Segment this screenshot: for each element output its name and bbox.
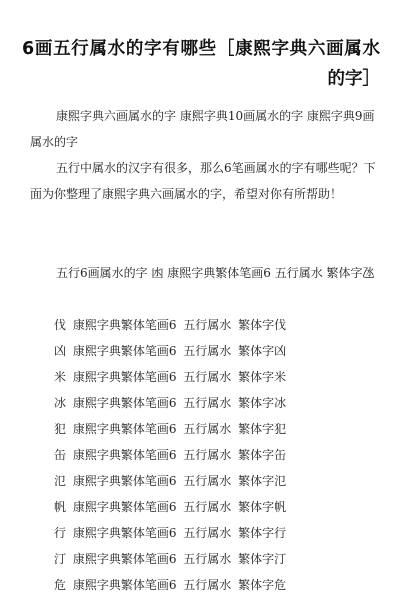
list-item: 危 康熙字典繁体笔画6 五行属水 繁体字危 — [54, 578, 287, 592]
list-item: 犯 康熙字典繁体笔画6 五行属水 繁体字犯 — [54, 422, 287, 436]
list-item: 缶 康熙字典繁体笔画6 五行属水 繁体字缶 — [54, 448, 287, 462]
intro-paragraph: 康熙字典六画属水的字 康熙字典10画属水的字 康熙字典9画属水的字 — [30, 109, 375, 149]
list-item: 帆 康熙字典繁体笔画6 五行属水 繁体字帆 — [54, 500, 287, 514]
list-heading-paragraph: 五行6画属水的字 凼 康熙字典繁体笔画6 五行属水 繁体字氹 — [56, 266, 375, 280]
article-title: 6画五行属水的字有哪些［康熙字典六画属水的字］ — [22, 39, 380, 89]
character-list — [54, 312, 384, 598]
list-item: 米 康熙字典繁体笔画6 五行属水 繁体字米 — [54, 370, 287, 384]
list-item: 凶 康熙字典繁体笔画6 五行属水 繁体字凶 — [54, 344, 287, 358]
list-item: 伐 康熙字典繁体笔画6 五行属水 繁体字伐 — [54, 318, 287, 332]
list-item: 汀 康熙字典繁体笔画6 五行属水 繁体字汀 — [54, 552, 287, 566]
list-item: 冰 康熙字典繁体笔画6 五行属水 繁体字冰 — [54, 396, 287, 410]
list-item: 行 康熙字典繁体笔画6 五行属水 繁体字行 — [54, 526, 287, 540]
list-item: 氾 康熙字典繁体笔画6 五行属水 繁体字氾 — [54, 474, 287, 488]
description-paragraph: 五行中属水的汉字有很多，那么6笔画属水的字有哪些呢？下面为你整理了康熙字典六画属水的字，希望对你有所帮助！ — [30, 161, 376, 201]
